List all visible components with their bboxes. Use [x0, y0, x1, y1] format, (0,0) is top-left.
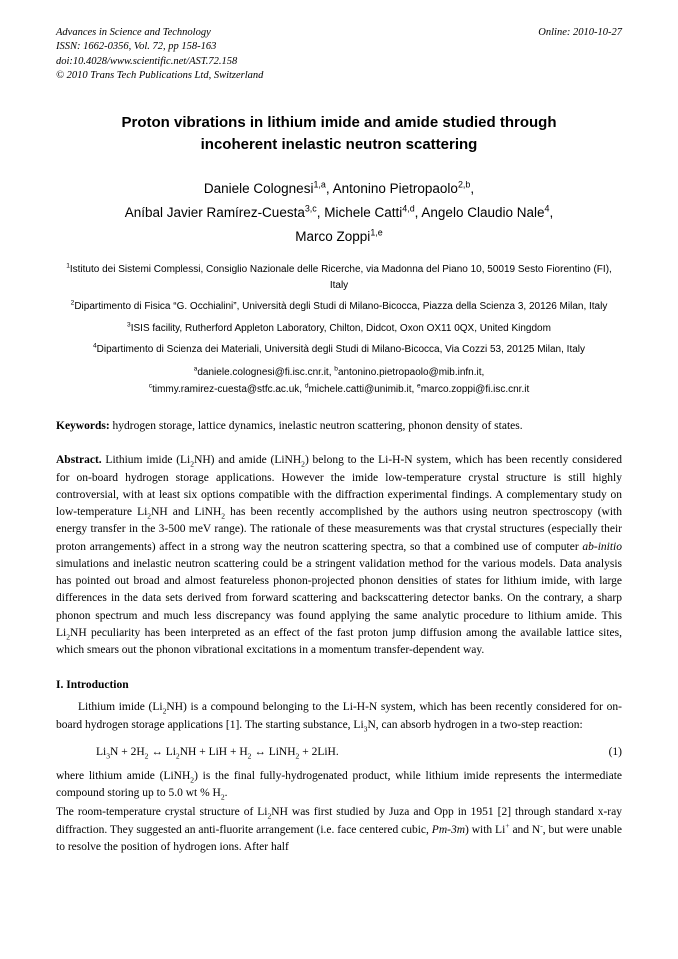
- abstract-text-3: ) belong to the Li-H-N system, which has been recently considered for on-board hydrogen storage applications. However the imide low-temperature crystal structure is still highly controversial, with at least six options compatible with the diffraction experimental findings. A complementary study on low-temperature Li: [56, 454, 622, 519]
- eq1-text-2: N + 2H: [110, 745, 145, 758]
- email-zoppi[interactable]: marco.zoppi@fi.isc.cnr.it: [420, 383, 530, 395]
- eq1-text-6: + 2LiH.: [299, 745, 339, 758]
- intro-paragraph-1: [56, 699, 622, 734]
- author-pietropaolo: , Antonino Pietropaolo: [325, 181, 458, 197]
- abstract-label: Abstract.: [56, 454, 102, 467]
- author-line-1: [56, 177, 622, 201]
- eq1-sub-4: 2: [247, 751, 252, 761]
- author-line2-end: ,: [549, 205, 554, 221]
- affiliation-text: Dipartimento di Fisica “G. Occhialini”, Università degli Studi di Milano-Bicocca, Piazza della Scienza 3, 20126 Milan, Italy: [74, 301, 608, 313]
- author-line-2: [56, 201, 622, 225]
- affiliation-marker: 4: [92, 342, 97, 350]
- abstract-italic-abinitio: ab-initio: [582, 540, 622, 553]
- intro-p3-text-4: and N: [509, 823, 541, 836]
- affiliation-item: [56, 342, 622, 358]
- abstract-text-5: has been recently accomplished by the authors using neutron spectroscopy (with energy transfer in the 3-500 meV range). The rationale of these measurements was that crystal structures (especially their proton arrangements) affect in a strong way the neutron scattering spectra, so that a combined use of computer: [56, 506, 622, 553]
- author-zoppi-sup: 1,e: [370, 227, 383, 238]
- author-nale: , Angelo Claudio Nale: [414, 205, 545, 221]
- intro-p2-sub-2: 2: [220, 792, 225, 802]
- eq1-text-5: ↔ LiNH: [251, 745, 296, 758]
- affiliation-item: [56, 321, 622, 337]
- intro-p3-text-1: The room-temperature crystal structure of Li: [56, 806, 268, 819]
- header-left-block: [56, 26, 263, 84]
- intro-paragraph-2: [56, 768, 622, 803]
- issn-line: ISSN: 1662-0356, Vol. 72, pp 158-163: [56, 41, 217, 53]
- intro-p2-text-2: ) is the final fully-hydrogenated product, while lithium imide represents the intermediate compound storing up to 5.0 wt % H: [56, 769, 622, 800]
- keywords-block: [56, 418, 622, 435]
- intro-p3-text-2: NH was first studied by Juza and Opp in 1951 [2] through standard x-ray diffraction. They suggested an anti-fluorite arrangement (i.e. face centered cubic,: [56, 806, 622, 836]
- email-marker-e: e: [417, 382, 421, 390]
- email-line-1: [56, 364, 622, 381]
- intro-p3-sup-2: -: [540, 820, 543, 830]
- abstract-sub-4: 2: [221, 511, 226, 521]
- email-colognesi[interactable]: daniele.colognesi@fi.isc.cnr.it,: [197, 366, 335, 378]
- intro-p1-text-3: N, can absorb hydrogen in a two-step reaction:: [367, 718, 583, 731]
- intro-p3-sub-1: 2: [267, 811, 272, 821]
- intro-p1-sub-2: 3: [363, 724, 368, 734]
- affiliation-item: [56, 262, 622, 293]
- affiliation-list: [56, 262, 622, 358]
- author-line1-end: ,: [470, 181, 475, 197]
- abstract-sub-5: 2: [66, 632, 71, 642]
- page-title: [56, 112, 622, 156]
- title-line-2: incoherent inelastic neutron scattering: [200, 135, 478, 153]
- email-catti[interactable]: michele.catti@unimib.it,: [308, 383, 418, 395]
- email-ramirez-cuesta[interactable]: timmy.ramirez-cuesta@stfc.ac.uk,: [152, 383, 305, 395]
- eq1-text-3: ↔ Li: [148, 745, 176, 758]
- email-list: [56, 364, 622, 398]
- author-list: [56, 177, 622, 248]
- author-ramirez-cuesta: Aníbal Javier Ramírez-Cuesta: [124, 205, 305, 221]
- author-colognesi-sup: 1,a: [313, 179, 326, 190]
- abstract-text-7: NH peculiarity has been interpreted as an effect of the fast proton jump diffusion among the available lattice sites, which smears out the phonon vibrational excitations in a momentum transfer-dependent way.: [56, 626, 622, 657]
- eq1-sub-1: 3: [106, 751, 111, 761]
- author-line-3: [56, 225, 622, 249]
- author-pietropaolo-sup: 2,b: [457, 179, 471, 190]
- eq1-sub-5: 2: [295, 751, 300, 761]
- doi-line: doi:10.4028/www.scientific.net/AST.72.158: [56, 55, 238, 67]
- intro-p1-text-2: NH) is a compound belonging to the Li-H-N system, which has been recently considered for on-board hydrogen storage applications [1]. The starting substance, Li: [56, 701, 622, 731]
- keywords-label: Keywords:: [56, 419, 110, 432]
- keywords-text: hydrogen storage, lattice dynamics, inelastic neutron scattering, phonon density of states.: [109, 419, 523, 432]
- email-marker-b: b: [334, 365, 338, 373]
- affiliation-marker: 3: [127, 321, 131, 329]
- author-zoppi: Marco Zoppi: [295, 228, 371, 244]
- intro-p2-text-1: where lithium amide (LiNH: [56, 769, 191, 782]
- equation-1: [56, 745, 622, 761]
- intro-p1-sub-1: 2: [162, 706, 167, 716]
- affiliation-marker: 1: [66, 262, 70, 270]
- intro-p3-text-5: , but were unable to resolve the position of hydrogen ions. After half: [56, 823, 622, 853]
- email-marker-c: c: [148, 382, 153, 390]
- email-marker-d: d: [304, 382, 309, 390]
- intro-p1-text-1: Lithium imide (Li: [78, 701, 163, 714]
- abstract-text-2: NH) and amide (LiNH: [194, 454, 302, 467]
- author-catti-sup: 4,d: [402, 203, 415, 214]
- author-nale-sup: 4: [544, 203, 550, 214]
- abstract-text-4: NH and LiNH: [151, 506, 222, 519]
- author-catti: , Michele Catti: [316, 205, 403, 221]
- intro-p2-text-3: .: [224, 787, 228, 800]
- abstract-text-1: Lithium imide (Li: [101, 454, 191, 467]
- intro-p3-sup-1: +: [505, 820, 510, 830]
- affiliation-text: ISIS facility, Rutherford Appleton Laboratory, Chilton, Didcot, Oxon OX11 0QX, United Kingdom: [130, 322, 551, 334]
- title-line-1: Proton vibrations in lithium imide and amide studied through: [121, 113, 557, 131]
- online-date: Online: 2010-10-27: [538, 27, 622, 38]
- affiliation-text: Dipartimento di Scienza dei Materiali, Università degli Studi di Milano-Bicocca, Via Cozzi 53, 20125 Milan, Italy: [96, 344, 586, 356]
- abstract-sub-2: 2: [301, 459, 305, 469]
- page-header: [56, 26, 622, 84]
- abstract-sub-3: 2: [147, 511, 152, 521]
- affiliation-item: [56, 299, 622, 315]
- intro-p3-text-3: ) with Li: [465, 823, 506, 836]
- abstract-text-6: simulations and inelastic neutron scattering could be a stringent validation method for the various models. Data analysis has pointed out broad and almost featureless phonon-projected phonon densities of states for lithium imide, with large differences in the data sets derived from forward scattering and backscattering detector banks. On the contrary, a sharp phonon spectrum and much less discrepancy was found applying the same analytic procedure to lithium amide. This Li: [56, 557, 622, 639]
- equation-number: (1): [608, 745, 622, 758]
- section-heading-introduction: I. Introduction: [56, 679, 129, 692]
- intro-paragraph-3: [56, 804, 622, 856]
- affiliation-marker: 2: [70, 299, 75, 307]
- eq1-text-1: Li: [96, 745, 107, 758]
- affiliation-text: Istituto dei Sistemi Complessi, Consiglio Nazionale delle Ricerche, via Madonna del Piano 10, 50019 Sesto Fiorentino (FI), Italy: [69, 264, 612, 291]
- intro-p2-sub-1: 2: [190, 775, 195, 785]
- author-colognesi: Daniele Colognesi: [203, 181, 314, 197]
- email-marker-a: a: [193, 365, 198, 373]
- eq1-sub-2: 2: [144, 751, 149, 761]
- email-line-2: [56, 381, 622, 398]
- author-ramirez-cuesta-sup: 3,c: [304, 203, 317, 214]
- abstract-block: [56, 452, 622, 659]
- email-pietropaolo[interactable]: antonino.pietropaolo@mib.infn.it,: [337, 366, 485, 378]
- eq1-text-4: NH + LiH + H: [179, 745, 248, 758]
- copyright-line: © 2010 Trans Tech Publications Ltd, Switzerland: [56, 70, 264, 82]
- journal-name: Advances in Science and Technology: [56, 27, 211, 38]
- intro-p3-italic-spacegroup: Pm-3m: [431, 823, 466, 836]
- eq1-sub-3: 2: [175, 751, 180, 761]
- abstract-sub-1: 2: [190, 459, 195, 469]
